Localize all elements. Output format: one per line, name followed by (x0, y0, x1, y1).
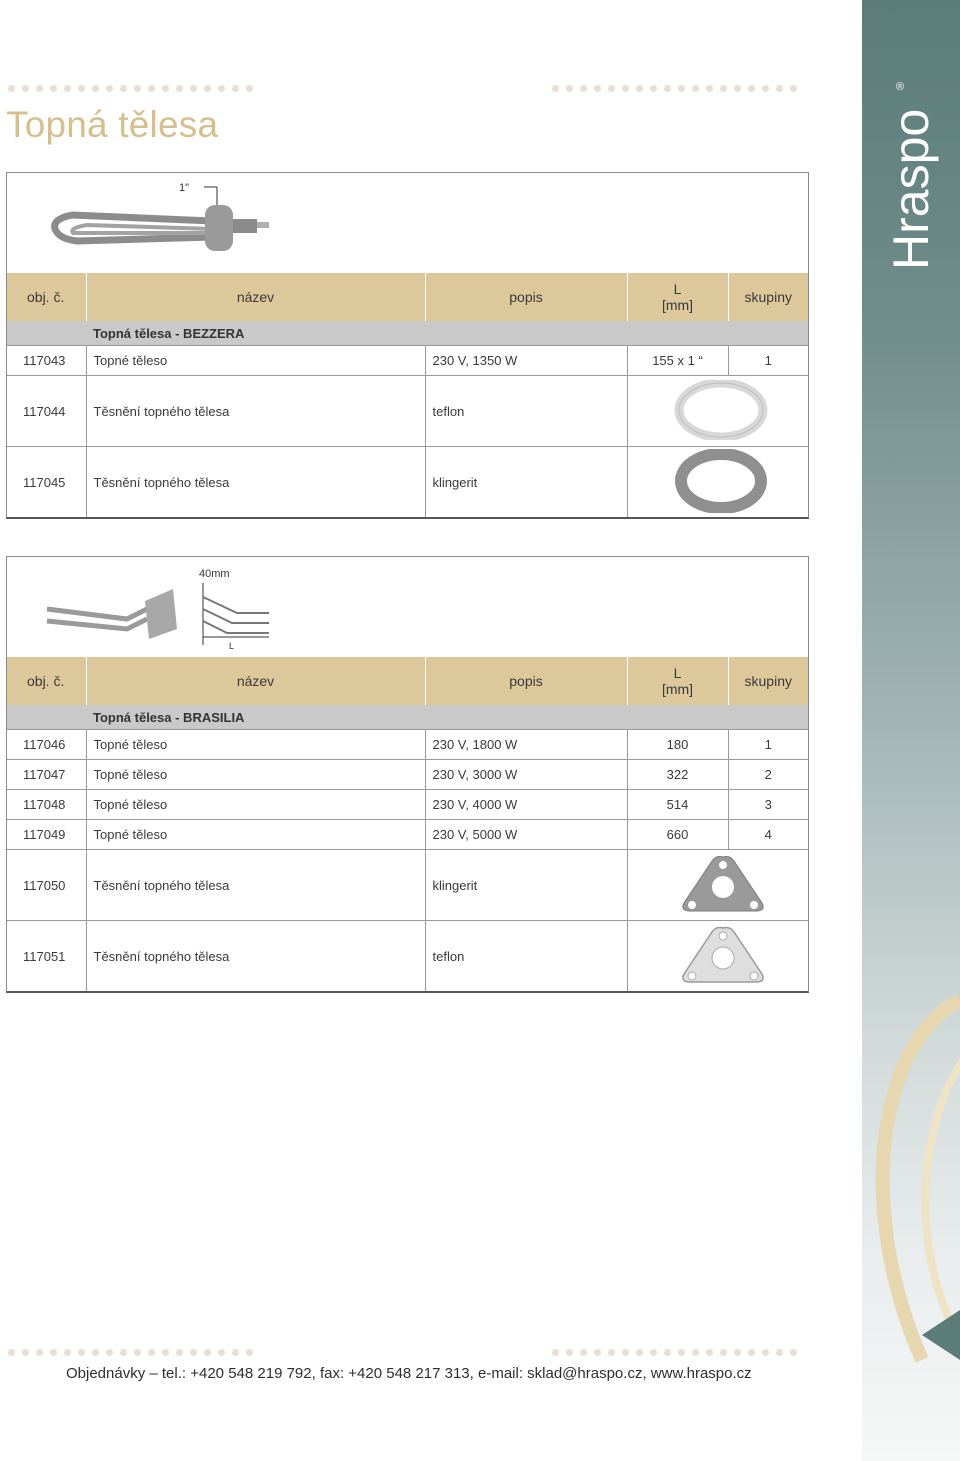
row-desc: klingerit (425, 447, 627, 518)
heating-element-drawing-icon (7, 557, 808, 657)
dot (692, 85, 699, 92)
col-group-header: skupiny (728, 273, 808, 321)
dot (148, 85, 155, 92)
table-row (7, 447, 808, 518)
dot (64, 1349, 71, 1356)
row-length: 322 (627, 760, 728, 790)
row-name: Topné těleso (86, 730, 425, 760)
dot (678, 85, 685, 92)
dot (78, 1349, 85, 1356)
dot (50, 85, 57, 92)
dot (204, 85, 211, 92)
dot (776, 85, 783, 92)
table-row (7, 376, 808, 447)
brand-band (862, 0, 960, 1461)
dot (190, 1349, 197, 1356)
top-dots-right (552, 85, 797, 93)
triangle-gasket-grey-icon (678, 853, 768, 915)
row-name: Těsnění topného tělesa (86, 850, 425, 921)
table-row (7, 346, 808, 376)
col-length-header: L [mm] (627, 657, 728, 705)
dot (622, 85, 629, 92)
dot (650, 85, 657, 92)
dot (246, 1349, 253, 1356)
dot (232, 1349, 239, 1356)
dot (120, 85, 127, 92)
dot (64, 85, 71, 92)
row-name: Topné těleso (86, 760, 425, 790)
group-title: Topná tělesa - BEZZERA (86, 321, 808, 346)
dot (650, 1349, 657, 1356)
dot (776, 1349, 783, 1356)
row-desc: teflon (425, 376, 627, 447)
dot (120, 1349, 127, 1356)
dot (204, 1349, 211, 1356)
dot (22, 1349, 29, 1356)
col-desc-header: popis (425, 273, 627, 321)
dot (692, 1349, 699, 1356)
dot (106, 1349, 113, 1356)
dot (580, 1349, 587, 1356)
dot (246, 85, 253, 92)
col-group-header: skupiny (728, 657, 808, 705)
dot (720, 85, 727, 92)
dot (622, 1349, 629, 1356)
brasilia-block (6, 556, 809, 993)
dot (664, 85, 671, 92)
dot (134, 1349, 141, 1356)
row-image (627, 376, 808, 447)
dot (762, 1349, 769, 1356)
dot (636, 1349, 643, 1356)
row-image (627, 850, 808, 921)
col-code-header: obj. č. (7, 657, 86, 705)
brasilia-table (7, 657, 808, 991)
row-code: 117048 (7, 790, 86, 820)
dot (664, 1349, 671, 1356)
row-code: 117046 (7, 730, 86, 760)
dot (734, 1349, 741, 1356)
dot (176, 1349, 183, 1356)
top-dots-left (8, 85, 253, 93)
dot (608, 1349, 615, 1356)
dot (232, 85, 239, 92)
dot (636, 85, 643, 92)
row-desc: klingerit (425, 850, 627, 921)
brasilia-dimension-label: 40mm (199, 568, 230, 580)
row-image (627, 921, 808, 992)
bottom-dots-right (552, 1349, 797, 1357)
dot (762, 85, 769, 92)
row-name: Těsnění topného tělesa (86, 376, 425, 447)
dot (594, 1349, 601, 1356)
row-length: 155 x 1 “ (627, 346, 728, 376)
row-group: 2 (728, 760, 808, 790)
row-code: 117045 (7, 447, 86, 518)
dot (678, 1349, 685, 1356)
col-desc-header: popis (425, 657, 627, 705)
row-desc: 230 V, 4000 W (425, 790, 627, 820)
dot (176, 85, 183, 92)
bottom-dots-left (8, 1349, 253, 1357)
table-row (7, 820, 808, 850)
brand-swirl-icon (862, 980, 960, 1461)
col-name-header: název (86, 657, 425, 705)
dot (566, 85, 573, 92)
row-image (627, 447, 808, 518)
dot (78, 85, 85, 92)
brand-registered: ® (896, 81, 905, 93)
dot (734, 85, 741, 92)
row-length: 180 (627, 730, 728, 760)
dot (608, 85, 615, 92)
row-desc: 230 V, 3000 W (425, 760, 627, 790)
col-code-header: obj. č. (7, 273, 86, 321)
dot (552, 85, 559, 92)
row-desc: 230 V, 1800 W (425, 730, 627, 760)
col-length-header: L [mm] (627, 273, 728, 321)
row-name: Topné těleso (86, 790, 425, 820)
table-header (7, 273, 808, 321)
dot (162, 85, 169, 92)
row-group: 4 (728, 820, 808, 850)
table-row (7, 921, 808, 992)
row-group: 1 (728, 730, 808, 760)
brasilia-illustration (7, 557, 808, 657)
table-row (7, 730, 808, 760)
row-name: Těsnění topného tělesa (86, 447, 425, 518)
dot (218, 85, 225, 92)
footer-contact: Objednávky – tel.: +420 548 219 792, fax: +420 548 217 313, e-mail: sklad@hraspo.cz, www.hraspo.cz (66, 1365, 752, 1382)
heating-element-drawing-icon (7, 173, 808, 273)
dot (580, 85, 587, 92)
dot (92, 85, 99, 92)
dot (106, 85, 113, 92)
dot (22, 85, 29, 92)
dot (36, 85, 43, 92)
dot (190, 85, 197, 92)
bezzera-illustration (7, 173, 808, 273)
table-header (7, 657, 808, 705)
group-title: Topná tělesa - BRASILIA (86, 705, 808, 730)
dot (748, 85, 755, 92)
brasilia-length-label: L (229, 641, 235, 651)
table-row (7, 790, 808, 820)
dot (748, 1349, 755, 1356)
row-length: 514 (627, 790, 728, 820)
dot (36, 1349, 43, 1356)
dot (706, 85, 713, 92)
row-desc: 230 V, 5000 W (425, 820, 627, 850)
triangle-gasket-white-icon (678, 924, 768, 986)
row-length: 660 (627, 820, 728, 850)
dot (8, 85, 15, 92)
brand-logo (882, 78, 942, 278)
round-gasket-white-icon (673, 380, 769, 440)
dot (8, 1349, 15, 1356)
row-name: Topné těleso (86, 820, 425, 850)
dot (162, 1349, 169, 1356)
row-desc: teflon (425, 921, 627, 992)
row-name: Topné těleso (86, 346, 425, 376)
bezzera-table (7, 273, 808, 517)
round-gasket-grey-icon (673, 449, 769, 513)
row-code: 117050 (7, 850, 86, 921)
dot (566, 1349, 573, 1356)
row-group: 3 (728, 790, 808, 820)
col-name-header: název (86, 273, 425, 321)
dot (50, 1349, 57, 1356)
group-row (7, 705, 808, 730)
table-row (7, 760, 808, 790)
dot (706, 1349, 713, 1356)
dot (790, 1349, 797, 1356)
dot (552, 1349, 559, 1356)
row-code: 117044 (7, 376, 86, 447)
page-title: Topná tělesa (6, 104, 219, 145)
row-desc: 230 V, 1350 W (425, 346, 627, 376)
brand-wordmark: Hraspo (883, 108, 939, 270)
row-name: Těsnění topného tělesa (86, 921, 425, 992)
dot (594, 85, 601, 92)
dot (790, 85, 797, 92)
bezzera-block (6, 172, 809, 519)
dot (218, 1349, 225, 1356)
bezzera-dimension-label: 1" (179, 182, 190, 194)
row-code: 117043 (7, 346, 86, 376)
row-code: 117051 (7, 921, 86, 992)
group-row (7, 321, 808, 346)
row-code: 117047 (7, 760, 86, 790)
dot (720, 1349, 727, 1356)
dot (134, 85, 141, 92)
dot (148, 1349, 155, 1356)
table-row (7, 850, 808, 921)
row-code: 117049 (7, 820, 86, 850)
row-group: 1 (728, 346, 808, 376)
dot (92, 1349, 99, 1356)
